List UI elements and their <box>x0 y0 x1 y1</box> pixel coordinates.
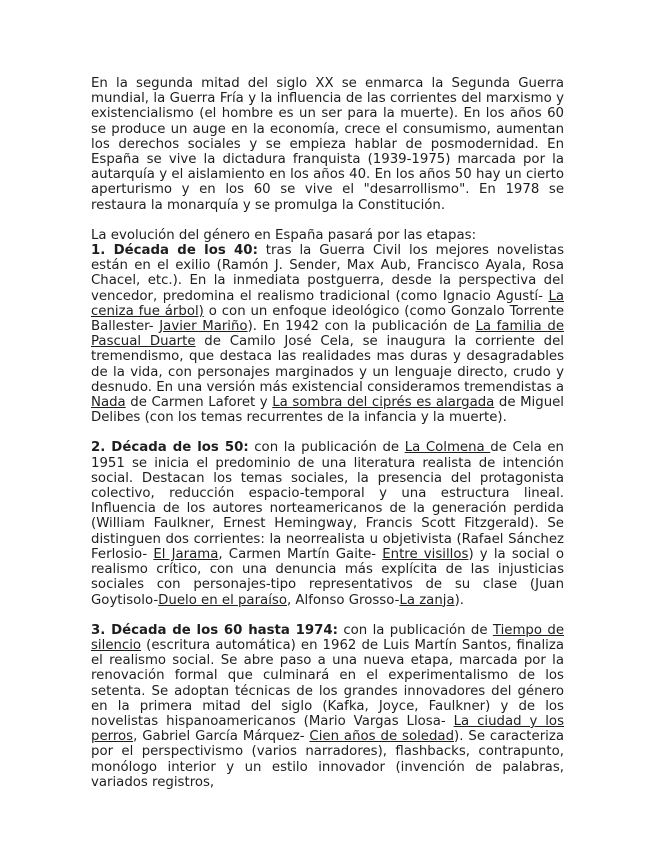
book-title-nada: Nada <box>91 395 126 411</box>
paragraph-spacer <box>91 608 564 623</box>
book-title-el-jarama: El Jarama <box>153 546 219 562</box>
paragraph-spacer <box>91 213 564 228</box>
evolution-intro: La evolución del género en España pasará por las etapas: <box>91 227 477 243</box>
book-title-cien-anos: Cien años de soledad <box>309 729 455 745</box>
section-60s-text-3: , Gabriel García Márquez- <box>133 729 310 745</box>
section-50s-text-5: , Alfonso Grosso- <box>286 592 400 608</box>
section-50s-text-4: ) y la social o realismo crítico, con una denuncia más explícita de las injusticias sociales con personajes-tipo representativos de su clase (Juan Goytisolo- <box>91 546 565 608</box>
section-50s-text-6: ). <box>454 592 465 608</box>
book-title-la-ceniza: La ceniza fue árbol) <box>91 288 564 319</box>
section-60s-text-4: ). Se caracteriza por el perspectivismo (varios narradores), flashbacks, contrapunto, monólogo interior y un estilo innovador (invención de palabras, variados registros, <box>91 729 564 790</box>
section-60s-paragraph <box>91 623 564 790</box>
book-title-javier-marino: Javier Mariño <box>159 319 248 335</box>
book-title-la-sombra: La sombra del ciprés es alargada <box>272 395 495 411</box>
document-body <box>91 76 564 790</box>
section-40s-text-3: ). En 1942 con la publicación de <box>247 319 476 335</box>
book-title-la-zanja: La zanja <box>399 592 455 608</box>
section-40s-text-1: tras la Guerra Civil los mejores novelistas están en el exilio (Ramón J. Sender, Max Aub, Francisco Ayala, Rosa Chacel, etc.). En la inmediata postguerra, desde la perspectiva del vencedor, predomina el realismo tradicional (como Ignacio Agustí- <box>91 243 565 304</box>
section-50s-paragraph <box>91 440 564 607</box>
section-40s-text-5: de Carmen Laforet y <box>125 395 273 411</box>
paragraph-spacer <box>91 425 564 440</box>
book-title-duelo: Duelo en el paraíso <box>158 592 287 608</box>
section-50s-text-2: de Cela en 1951 se inicia el predominio de una literatura realista de intención social. Destacan los temas sociales, la presencia del protagonista colectivo, reducción espacio-temporal y una estructura lineal. Influencia de los autores norteamericanos de la generación perdida (William Faulkner, Ernest Hemingway, Francis Scott Fitzgerald). Se distinguen dos corrientes: la neorrealista u objetivista (Rafael Sánchez Ferlosio- <box>91 440 564 562</box>
section-40s-paragraph <box>91 243 564 425</box>
section-40s-text-4: de Camilo José Cela, se inaugura la corriente del tremendismo, que destaca las realidades mas duras y desagradables de la vida, con personajes marginados y un lenguaje directo, crudo y desnudo. En una versión más existencial consideramos tremendistas a <box>91 334 564 395</box>
book-title-pascual-duarte: La familia de Pascual Duarte <box>91 319 564 350</box>
book-title-entre-visillos: Entre visillos <box>382 546 469 562</box>
section-40s-text-6: de Miguel Delibes (con los temas recurrentes de la infancia y la muerte). <box>91 395 564 426</box>
book-title-la-ciudad: La ciudad y los perros <box>91 713 564 745</box>
section-40s-text-2: o con un enfoque ideológico (como Gonzalo Torrente Ballester- <box>91 303 564 335</box>
book-title-tiempo-de-silencio: Tiempo de silencio <box>91 622 564 653</box>
section-60s-text-1: con la publicación de <box>337 622 493 638</box>
section-50s-text-1: con la publicación de <box>248 440 405 456</box>
intro-paragraph: En la segunda mitad del siglo XX se enmarca la Segunda Guerra mundial, la Guerra Fría y la influencia de las corrientes del marxismo y existencialismo (el hombre es un ser para la muerte). En los años 60 se produce un auge en la economía, crece el consumismo, aumentan los derechos sociales y se empieza hablar de posmodernidad. En España se vive la dictadura franquista (1939-1975) marcada por la autarquía y el aislamiento en los años 40. En los años 50 hay un cierto aperturismo y en los 60 se vive el "desarrollismo". En 1978 se restaura la monarquía y se promulga la Constitución. <box>91 76 564 213</box>
section-60s-heading: 3. Década de los 60 hasta 1974: <box>91 622 338 638</box>
section-60s-text-2: (escritura automática) en 1962 de Luis Martín Santos, finaliza el realismo social. Se abre paso a una nueva etapa, marcada por la renovación formal que culminará en el experimentalismo de los setenta. Se adoptan técnicas de los grandes innovadores del género en la primera mitad del siglo (Kafka, Joyce, Faulkner) y de los novelistas hispanoamericanos (Mario Vargas Llosa- <box>91 637 564 729</box>
section-50s-heading: 2. Década de los 50: <box>91 440 249 456</box>
book-title-la-colmena: La Colmena <box>404 440 491 456</box>
section-50s-text-3: , Carmen Martín Gaite- <box>218 546 383 562</box>
section-40s-heading: 1. Década de los 40: <box>91 243 258 259</box>
